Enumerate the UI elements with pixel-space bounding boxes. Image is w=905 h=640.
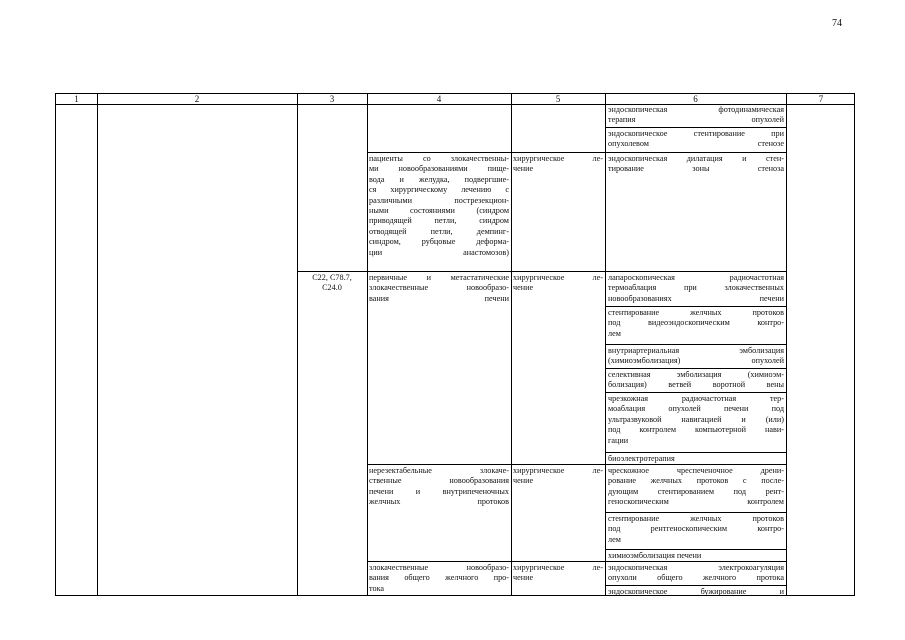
method-text: внутриартериальная эмболизация (химиоэмболизация) опухолей <box>608 346 784 366</box>
method-text: эндоскопическое стентирование при опухолевом стенозе <box>608 129 784 149</box>
method-rule <box>605 306 786 307</box>
patient-group-text: пациенты со злокачественны- ми новообразованиями пище- вода и желудка, подвергшие- ся хирургическому лечению с различными пострезекцион- ными состояниями (синдром приводящей петли, синдром отводящей петли, демпинг- синдром, рубцовые деформа- ции анастомозов) <box>369 154 509 257</box>
column-divider <box>786 94 787 595</box>
column-divider <box>367 94 368 595</box>
method-text: биоэлектротерапия <box>608 454 675 463</box>
method-text: эндоскопическая дилатация и стен- тирование зоны стеноза <box>608 154 784 174</box>
method-rule <box>605 127 786 128</box>
method-text: эндоскопическая электрокоагуляция опухоли общего желчного протока <box>608 563 784 583</box>
method-text: чрезкожная радиочастотная тер- моаблация опухолей печени под ультразвуковой навигацией и (или) под контролем компьютерной нави- гации <box>608 394 784 445</box>
column-number-4: 4 <box>436 94 442 104</box>
diagnosis-code-text: C22, C78.7, C24.0 <box>312 273 352 293</box>
method-text: химиоэмболизация печени <box>608 551 702 560</box>
treatment-type-text: хирургическое ле- чение <box>513 273 603 293</box>
patient-group-text: злокачественные новообразо- вания общего желчного про- тока <box>369 563 509 593</box>
method-text: эндоскопическое бужирование и <box>608 587 784 596</box>
method-rule <box>605 549 786 550</box>
medical-procedures-table <box>55 93 855 596</box>
method-rule <box>605 512 786 513</box>
patient-group-text: нерезектабельные злокаче- ственные новообразования печени и внутрипеченочных желчных протоков <box>369 466 509 507</box>
method-text: эндоскопическая фотодинамическая терапия опухолей <box>608 105 784 125</box>
column-number-5: 5 <box>555 94 561 104</box>
method-rule <box>605 392 786 393</box>
method-text: стентирование желчных протоков под видеоэндоскопическим контро- лем <box>608 308 784 338</box>
method-text: чрескожное чреспеченочное дрени- рование желчных протоков с после- дующим стентированием под рент- геноскопическим контролем <box>608 466 784 507</box>
method-rule <box>605 368 786 369</box>
column-number-2: 2 <box>194 94 200 104</box>
column-number-3: 3 <box>329 94 335 104</box>
method-text: стентирование желчных протоков под рентгеноскопическим контро- лем <box>608 514 784 544</box>
column-number-1: 1 <box>74 94 79 104</box>
column-number-7: 7 <box>818 94 824 104</box>
method-rule <box>605 452 786 453</box>
column-divider <box>97 94 98 595</box>
page-number: 74 <box>832 18 842 29</box>
method-rule <box>605 344 786 345</box>
column-divider <box>297 94 298 595</box>
patient-group-text: первичные и метастатические злокачественные новообразо- вания печени <box>369 273 509 303</box>
column-divider <box>511 94 512 595</box>
treatment-type-text: хирургическое ле- чение <box>513 466 603 486</box>
method-text: селективная эмболизация (химиоэм- болизация) ветвей воротной вены <box>608 370 784 390</box>
method-rule <box>605 585 786 586</box>
method-text: лапароскопическая радиочастотная термоаблация при злокачественных новообразованиях печени <box>608 273 784 303</box>
treatment-type-text: хирургическое ле- чение <box>513 154 603 174</box>
treatment-type-text: хирургическое ле- чение <box>513 563 603 583</box>
column-number-6: 6 <box>693 94 698 104</box>
row-rule <box>367 152 786 153</box>
row-rule <box>297 271 786 272</box>
